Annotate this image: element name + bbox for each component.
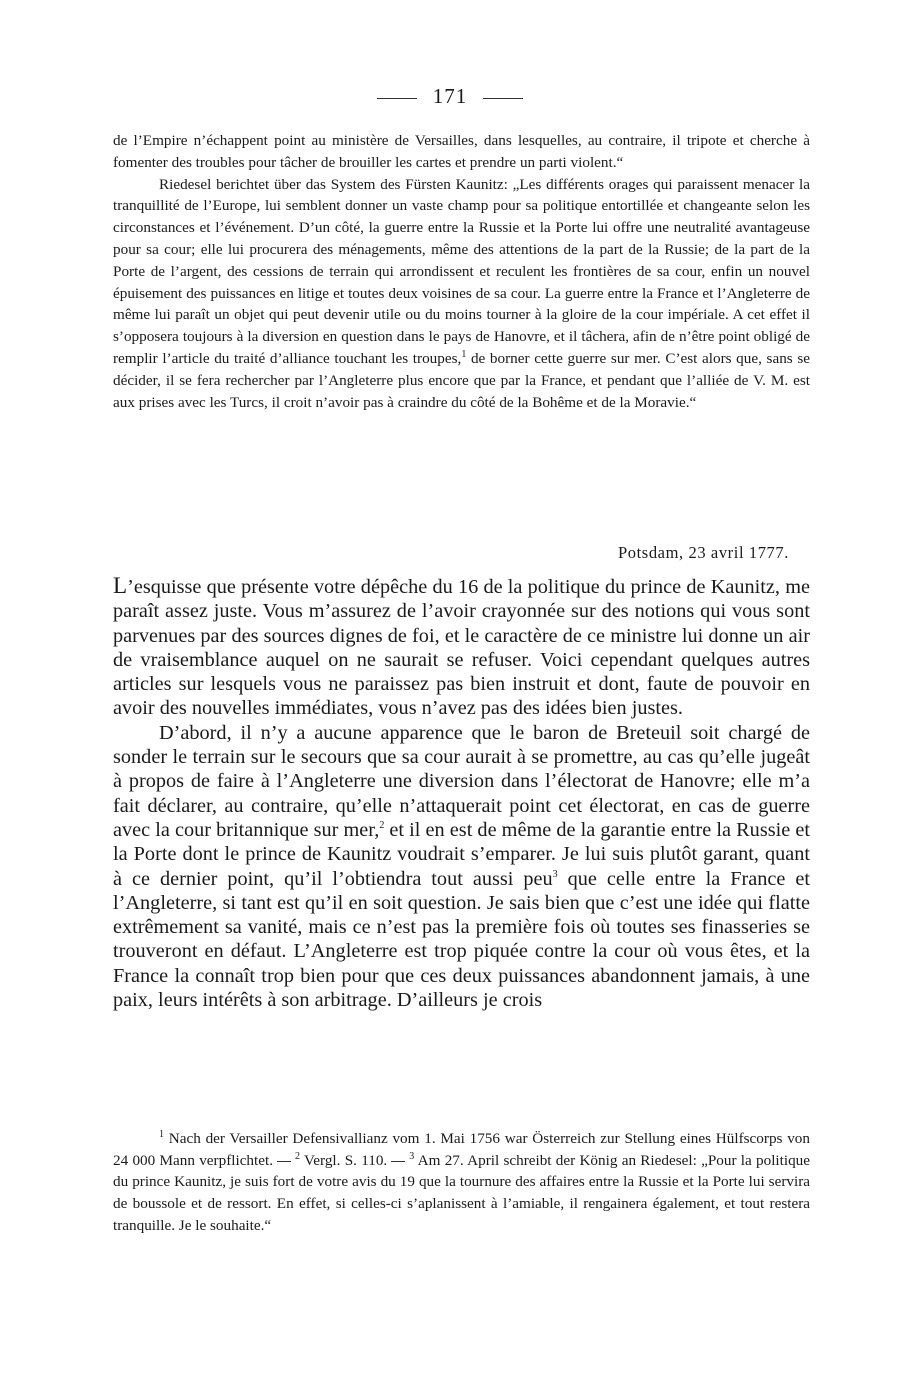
footnote-1-mark: 1 <box>159 1128 164 1140</box>
footnote-ref-2: 2 <box>379 820 385 832</box>
body-paragraph-2-text-c: que celle entre la France et l’Angleterre, si tant est qu’il en soit question. Je sais bien que c’est une idée qui flatte extrêmement sa vanité, mais ce n’est pas la première fois où toutes ses finasseries se trouveront en défaut. L’Angleterre est trop piquée contre la cour où vous êtes, et la France la connaît trop bien pour que ces deux puissances abandonnent jamais, à une paix, leurs intérêts à son arbitrage. D’ailleurs je crois <box>113 867 811 1012</box>
footnote-separator-2 <box>391 1161 405 1162</box>
body-paragraph-2 <box>113 721 810 1013</box>
footnote-1-text: Nach der Versailler Defensivallianz vom 1. Mai 1756 war Österreich zur Stellung eines Hülfscorps von 24 000 Mann verpflichtet. <box>113 1130 810 1169</box>
footnote-3-text: Am 27. April schreibt der König an Riedesel: „Pour la politique du prince Kaunitz, je suis fort de votre avis du 19 que la tournure des affaires entre la Russie et la Porte lui servira de boussole et de ressort. En effet, si celles-ci s’aplanissent à l’amiable, il rengainera également, et tout restera tranquille. Je le souhaite.“ <box>113 1151 811 1234</box>
footnote-3-mark: 3 <box>409 1150 415 1162</box>
page-header <box>0 84 900 109</box>
footnote-separator-1 <box>277 1161 291 1162</box>
quote-paragraph-2-text-b: de borner cette guerre sur mer. C’est alors que, sans se décider, il se fera rechercher par l’Angleterre plus encore que par la France, et pendant que l’alliée de V. M. est aux prises avec les Turcs, il croit n’avoir pas à craindre du côté de la Bohême et de la Moravie.“ <box>113 349 810 411</box>
quote-paragraph-1: de l’Empire n’échappent point au ministère de Versailles, dans lesquelles, au contraire, il tripote et cherche à fomenter des troubles pour tâcher de brouiller les cartes et prendre un parti violent.“ <box>113 132 810 171</box>
body-paragraph-1-text: ’esquisse que présente votre dépêche du 16 de la politique du prince de Kaunitz, me paraît assez juste. Vous m’assurez de l’avoir crayonnée sur des notions qui vous sont parvenues par des sources dignes de foi, et le caractère de ce ministre lui donne un air de vraisemblance auquel on ne saurait se refuser. Voici cependant quelques autres articles sur lesquels vous ne paraissez pas bien instruit et dont, faute de pouvoir en avoir des nouvelles immédiates, vous n’avez pas des idées bien justes. <box>113 576 810 720</box>
body-paragraph-1 <box>113 574 810 721</box>
letter-body <box>113 574 810 1012</box>
quote-paragraph-2 <box>113 174 810 414</box>
footnote-2-mark: 2 <box>295 1150 301 1162</box>
footnotes-paragraph <box>113 1128 810 1237</box>
footnote-ref-3: 3 <box>552 868 558 880</box>
body-paragraph-2-text-a: D’abord, il n’y a aucune apparence que le baron de Breteuil soit chargé de sonder le terrain sur le secours que sa cour aurait à se promettre, au cas qu’elle jugeât à propos de faire à l’Angleterre une diversion dans l’électorat de Hanovre; elle m’a fait déclarer, au contraire, qu’elle n’attaquerait point cet électorat, en cas de guerre avec la cour britannique sur mer, <box>113 721 810 841</box>
body-paragraph-2-text-b: et il en est de même de la garantie entre la Russie et la Porte dont le prince de Kaunitz voudrait s’emparer. Je lui suis plutôt garant, quant à ce dernier point, qu’il l’obtiendra tout aussi peu <box>113 818 810 890</box>
quoted-report <box>113 130 810 413</box>
footnote-2-text: Vergl. S. 110. <box>300 1151 388 1169</box>
header-rule-left <box>377 98 417 99</box>
page-number: 171 <box>432 84 468 108</box>
footnotes <box>113 1128 810 1237</box>
quote-paragraph-2-text-a: Riedesel berichtet über das System des Fürsten Kaunitz: „Les différents orages qui paraissent menacer la tranquillité de l’Europe, lui semblent donner un vaste champ pour sa politique entortillée et changeante selon les circonstances et l’événement. D’un côté, la guerre entre la Russie et la Porte lui offre une neutralité avantageuse pour sa cour; elle lui procurera des ménagements, même des attentions de la part de la Russie; de la part de la Porte de l’argent, des cessions de terrain qui arrondissent et reculent les frontières de sa cour, enfin un nouvel épuisement des puissances en litige et toutes deux voisines de sa cour. La guerre entre la France et l’Angleterre de même lui paraît un objet qui peut devenir utile ou du moins tourner à la gloire de la cour impériale. A cet effet il s’opposera toujours à la diversion en question dans le pays de Hanovre, et il tâchera, afin de n’être point obligé de remplir l’article du traité d’alliance touchant les troupes, <box>113 175 810 367</box>
footnote-ref-1: 1 <box>461 348 467 360</box>
header-rule-right <box>483 98 523 99</box>
initial-capital: L <box>113 573 128 598</box>
dateline: Potsdam, 23 avril 1777. <box>617 543 789 562</box>
